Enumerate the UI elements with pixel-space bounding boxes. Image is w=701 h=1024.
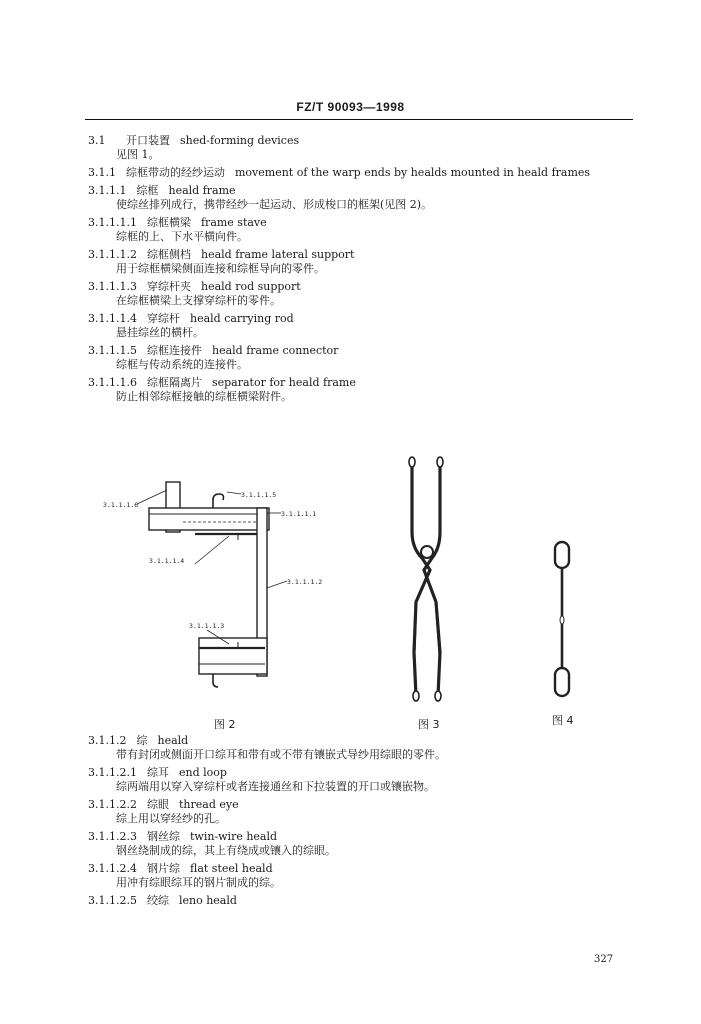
term-number: 3.1.1.1.5 bbox=[88, 344, 137, 357]
bottom-frame-stave bbox=[199, 638, 267, 674]
callout-label: 3.1.1.1.2 bbox=[287, 578, 323, 586]
term-number: 3.1.1 bbox=[88, 166, 116, 179]
connector-hook bbox=[213, 494, 224, 508]
document-header-code: FZ/T 90093—1998 bbox=[296, 100, 405, 114]
term-english: flat steel heald bbox=[189, 862, 273, 875]
callout-label: 3.1.1.1.5 bbox=[241, 491, 277, 499]
term-chinese: 综框带动的经纱运动 bbox=[126, 166, 225, 179]
bottom-end-loop bbox=[555, 668, 569, 696]
term-definition: 悬挂综丝的横杆。 bbox=[116, 326, 204, 339]
term-chinese: 钢片综 bbox=[146, 862, 180, 875]
term-definition: 带有封闭或侧面开口综耳和带有或不带有镶嵌式导纱用综眼的零件。 bbox=[116, 748, 446, 761]
term-english: heald rod support bbox=[200, 280, 301, 293]
term-english: thread eye bbox=[178, 798, 239, 811]
term-number: 3.1.1.1.3 bbox=[88, 280, 137, 293]
page-number: 327 bbox=[594, 954, 614, 965]
term-number: 3.1.1.2 bbox=[88, 734, 127, 747]
term-number: 3.1.1.2.2 bbox=[88, 798, 137, 811]
term-chinese: 综框 bbox=[136, 184, 159, 197]
term-definition: 在综框横梁上支撑穿综杆的零件。 bbox=[116, 294, 281, 307]
callout-label: 3.1.1.1.6 bbox=[103, 501, 139, 509]
term-english: separator for heald frame bbox=[211, 376, 356, 389]
term-entry bbox=[88, 166, 638, 180]
term-english: frame stave bbox=[200, 216, 267, 229]
top-frame-stave bbox=[149, 508, 269, 530]
figure-3-twin-wire-heald bbox=[396, 452, 458, 712]
term-english: movement of the warp ends by healds mounted in heald frames bbox=[235, 166, 591, 179]
term-chinese: 绞综 bbox=[146, 894, 169, 907]
term-chinese: 钢丝综 bbox=[146, 830, 180, 843]
term-english: shed-forming devices bbox=[180, 134, 300, 147]
figure-3-caption: 图 3 bbox=[418, 718, 440, 731]
thread-eye bbox=[560, 616, 564, 624]
callout-label: 3.1.1.1.3 bbox=[189, 622, 225, 630]
term-english: heald frame bbox=[168, 184, 236, 197]
terms-section-1 bbox=[88, 134, 638, 404]
term-english: heald frame connector bbox=[211, 344, 339, 357]
term-entry bbox=[88, 766, 638, 794]
term-entry bbox=[88, 216, 638, 244]
term-english: heald bbox=[157, 734, 189, 747]
thread-eye bbox=[421, 546, 433, 558]
term-chinese: 综耳 bbox=[146, 766, 169, 779]
term-definition: 综框与传动系统的连接件。 bbox=[116, 358, 248, 371]
term-entry bbox=[88, 862, 638, 890]
top-end-loop bbox=[555, 542, 569, 568]
term-chinese: 穿综杆 bbox=[146, 312, 180, 325]
header-rule bbox=[85, 119, 633, 120]
term-definition: 综两端用以穿入穿综杆或者连接通丝和下拉装置的开口或镶嵌物。 bbox=[116, 780, 435, 793]
term-entry bbox=[88, 184, 638, 212]
term-english: heald carrying rod bbox=[189, 312, 294, 325]
term-entry bbox=[88, 798, 638, 826]
term-number: 3.1.1.1.2 bbox=[88, 248, 137, 261]
figure-2-heald-frame bbox=[95, 478, 345, 700]
term-definition: 用于综框横梁侧面连接和综框导向的零件。 bbox=[116, 262, 325, 275]
callout-label: 3.1.1.1.1 bbox=[281, 510, 317, 518]
term-chinese: 综框侧档 bbox=[146, 248, 191, 261]
term-chinese: 综框横梁 bbox=[146, 216, 191, 229]
figure-4-caption: 图 4 bbox=[552, 714, 574, 727]
term-number: 3.1.1.2.5 bbox=[88, 894, 137, 907]
term-chinese: 穿综杆夹 bbox=[146, 280, 191, 293]
term-entry bbox=[88, 830, 638, 858]
term-chinese: 综框连接件 bbox=[146, 344, 202, 357]
term-definition: 防止相邻综框接触的综框横梁附件。 bbox=[116, 390, 292, 403]
heald-wire-right bbox=[424, 462, 440, 696]
term-definition: 用冲有综眼综耳的钢片制成的综。 bbox=[116, 876, 281, 889]
term-definition: 使综丝排列成行，携带经纱一起运动、形成梭口的框架(见图 2)。 bbox=[116, 198, 433, 211]
term-chinese: 开口装置 bbox=[126, 134, 170, 147]
term-definition: 综上用以穿经纱的孔。 bbox=[116, 812, 226, 825]
figure-2-caption: 图 2 bbox=[214, 718, 236, 731]
term-entry bbox=[88, 134, 638, 162]
term-number: 3.1.1.1.4 bbox=[88, 312, 137, 325]
term-entry bbox=[88, 280, 638, 308]
term-entry bbox=[88, 312, 638, 340]
term-number: 3.1.1.2.4 bbox=[88, 862, 137, 875]
term-number: 3.1.1.2.3 bbox=[88, 830, 137, 843]
term-chinese: 综 bbox=[136, 734, 148, 747]
term-number: 3.1.1.1.6 bbox=[88, 376, 137, 389]
term-english: heald frame lateral support bbox=[200, 248, 355, 261]
term-chinese: 综眼 bbox=[146, 798, 169, 811]
term-entry bbox=[88, 894, 638, 908]
term-definition: 见图 1。 bbox=[116, 148, 160, 161]
term-number: 3.1 bbox=[88, 134, 106, 147]
term-number: 3.1.1.1 bbox=[88, 184, 127, 197]
figure-4-flat-steel-heald bbox=[547, 538, 577, 702]
term-entry bbox=[88, 376, 638, 404]
term-entry bbox=[88, 248, 638, 276]
term-definition: 钢丝绕制成的综，其上有绕成或镶入的综眼。 bbox=[116, 844, 336, 857]
callout-label: 3.1.1.1.4 bbox=[149, 557, 185, 565]
term-english: end loop bbox=[178, 766, 227, 779]
term-number: 3.1.1.1.1 bbox=[88, 216, 137, 229]
term-english: leno heald bbox=[178, 894, 237, 907]
term-english: twin-wire heald bbox=[189, 830, 278, 843]
term-entry bbox=[88, 344, 638, 372]
term-number: 3.1.1.2.1 bbox=[88, 766, 137, 779]
terms-section-2 bbox=[88, 734, 638, 908]
term-entry bbox=[88, 734, 638, 762]
term-chinese: 综框隔离片 bbox=[146, 376, 202, 389]
term-definition: 综框的上、下水平横向件。 bbox=[116, 230, 248, 243]
